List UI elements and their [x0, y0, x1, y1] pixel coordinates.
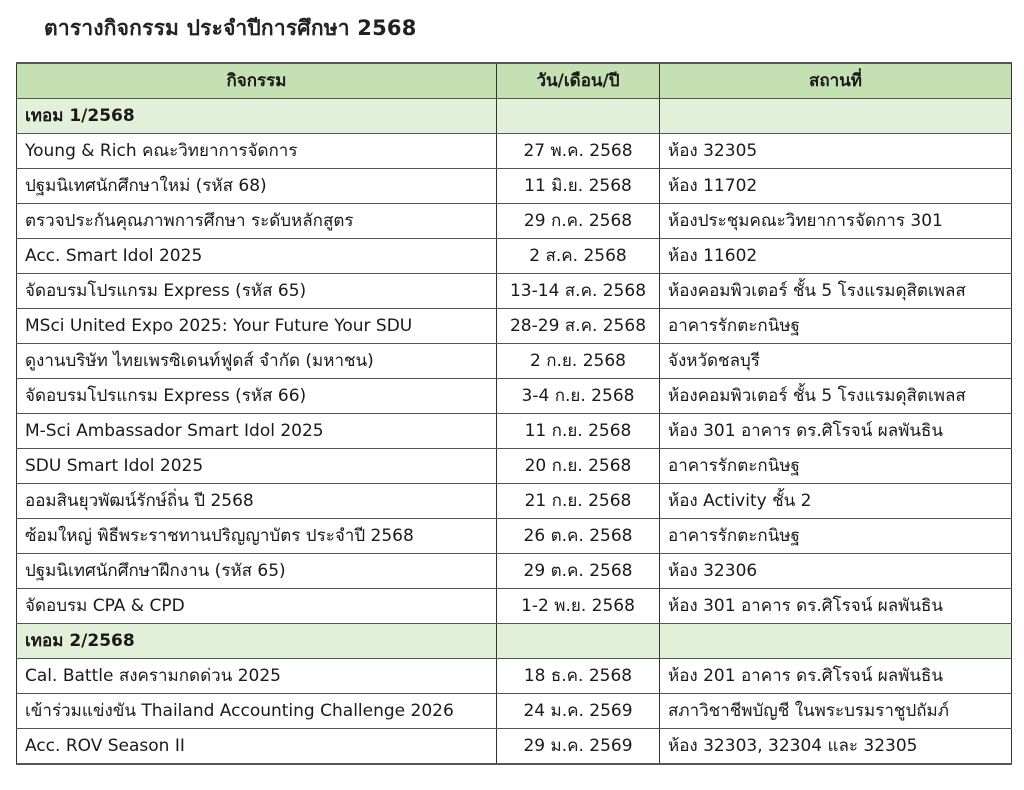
table-row: [17, 134, 1012, 169]
term-row: [17, 624, 1012, 659]
place-cell: ห้อง 301 อาคาร ดร.ศิโรจน์ ผลพันธิน: [660, 414, 1012, 449]
activity-cell: จัดอบรม CPA & CPD: [17, 589, 497, 624]
term-empty-cell: [497, 624, 660, 659]
place-cell: ห้อง 11602: [660, 239, 1012, 274]
date-cell: 28-29 ส.ค. 2568: [497, 309, 660, 344]
table-row: [17, 239, 1012, 274]
activity-cell: SDU Smart Idol 2025: [17, 449, 497, 484]
table-row: [17, 449, 1012, 484]
place-cell: จังหวัดชลบุรี: [660, 344, 1012, 379]
table-body: [17, 99, 1012, 765]
place-cell: ห้องคอมพิวเตอร์ ชั้น 5 โรงแรมดุสิตเพลส: [660, 274, 1012, 309]
place-cell: อาคารรักตะกนิษฐ: [660, 449, 1012, 484]
table-row: [17, 169, 1012, 204]
date-cell: 11 มิ.ย. 2568: [497, 169, 660, 204]
date-cell: 27 พ.ค. 2568: [497, 134, 660, 169]
date-cell: 1-2 พ.ย. 2568: [497, 589, 660, 624]
place-cell: อาคารรักตะกนิษฐ: [660, 309, 1012, 344]
activity-cell: ปฐมนิเทศนักศึกษาฝึกงาน (รหัส 65): [17, 554, 497, 589]
table-row: [17, 729, 1012, 765]
activity-cell: ดูงานบริษัท ไทยเพรซิเดนท์ฟูดส์ จำกัด (มหาชน): [17, 344, 497, 379]
header-place: สถานที่: [660, 63, 1012, 99]
date-cell: 29 ต.ค. 2568: [497, 554, 660, 589]
table-row: [17, 589, 1012, 624]
activity-cell: จัดอบรมโปรแกรม Express (รหัส 66): [17, 379, 497, 414]
term-empty-cell: [660, 624, 1012, 659]
page-title: ตารางกิจกรรม ประจำปีการศึกษา 2568: [44, 16, 417, 40]
table-row: [17, 484, 1012, 519]
date-cell: 29 ก.ค. 2568: [497, 204, 660, 239]
date-cell: 2 ก.ย. 2568: [497, 344, 660, 379]
activity-schedule-table: [16, 62, 1012, 765]
date-cell: 20 ก.ย. 2568: [497, 449, 660, 484]
place-cell: ห้อง 32303, 32304 และ 32305: [660, 729, 1012, 765]
date-cell: 3-4 ก.ย. 2568: [497, 379, 660, 414]
table-row: [17, 519, 1012, 554]
place-cell: อาคารรักตะกนิษฐ: [660, 519, 1012, 554]
date-cell: 29 ม.ค. 2569: [497, 729, 660, 765]
place-cell: ห้องคอมพิวเตอร์ ชั้น 5 โรงแรมดุสิตเพลส: [660, 379, 1012, 414]
date-cell: 18 ธ.ค. 2568: [497, 659, 660, 694]
date-cell: 13-14 ส.ค. 2568: [497, 274, 660, 309]
date-cell: 2 ส.ค. 2568: [497, 239, 660, 274]
table-row: [17, 554, 1012, 589]
table-row: [17, 309, 1012, 344]
activity-cell: Cal. Battle สงครามกดด่วน 2025: [17, 659, 497, 694]
table-header-row: [17, 63, 1012, 99]
term-empty-cell: [660, 99, 1012, 134]
activity-cell: ตรวจประกันคุณภาพการศึกษา ระดับหลักสูตร: [17, 204, 497, 239]
table-row: [17, 379, 1012, 414]
activity-cell: MSci United Expo 2025: Your Future Your SDU: [17, 309, 497, 344]
activity-cell: ออมสินยุวพัฒน์รักษ์ถิ่น ปี 2568: [17, 484, 497, 519]
table-row: [17, 274, 1012, 309]
activity-cell: M-Sci Ambassador Smart Idol 2025: [17, 414, 497, 449]
header-activity: กิจกรรม: [17, 63, 497, 99]
table-row: [17, 204, 1012, 239]
activity-cell: ซ้อมใหญ่ พิธีพระราชทานปริญญาบัตร ประจำปี 2568: [17, 519, 497, 554]
activity-cell: Acc. Smart Idol 2025: [17, 239, 497, 274]
activity-cell: เข้าร่วมแข่งขัน Thailand Accounting Challenge 2026: [17, 694, 497, 729]
table-row: [17, 694, 1012, 729]
place-cell: ห้อง 32305: [660, 134, 1012, 169]
place-cell: ห้อง 301 อาคาร ดร.ศิโรจน์ ผลพันธิน: [660, 589, 1012, 624]
activity-cell: ปฐมนิเทศนักศึกษาใหม่ (รหัส 68): [17, 169, 497, 204]
place-cell: ห้อง 201 อาคาร ดร.ศิโรจน์ ผลพันธิน: [660, 659, 1012, 694]
table-row: [17, 414, 1012, 449]
term-row: [17, 99, 1012, 134]
date-cell: 21 ก.ย. 2568: [497, 484, 660, 519]
header-date: วัน/เดือน/ปี: [497, 63, 660, 99]
date-cell: 26 ต.ค. 2568: [497, 519, 660, 554]
activity-cell: Acc. ROV Season II: [17, 729, 497, 765]
place-cell: ห้อง Activity ชั้น 2: [660, 484, 1012, 519]
place-cell: ห้องประชุมคณะวิทยาการจัดการ 301: [660, 204, 1012, 239]
activity-cell: จัดอบรมโปรแกรม Express (รหัส 65): [17, 274, 497, 309]
term-label: เทอม 2/2568: [17, 624, 497, 659]
date-cell: 24 ม.ค. 2569: [497, 694, 660, 729]
date-cell: 11 ก.ย. 2568: [497, 414, 660, 449]
place-cell: สภาวิชาชีพบัญชี ในพระบรมราชูปถัมภ์: [660, 694, 1012, 729]
table-row: [17, 344, 1012, 379]
place-cell: ห้อง 32306: [660, 554, 1012, 589]
term-empty-cell: [497, 99, 660, 134]
term-label: เทอม 1/2568: [17, 99, 497, 134]
table-row: [17, 659, 1012, 694]
activity-cell: Young & Rich คณะวิทยาการจัดการ: [17, 134, 497, 169]
place-cell: ห้อง 11702: [660, 169, 1012, 204]
